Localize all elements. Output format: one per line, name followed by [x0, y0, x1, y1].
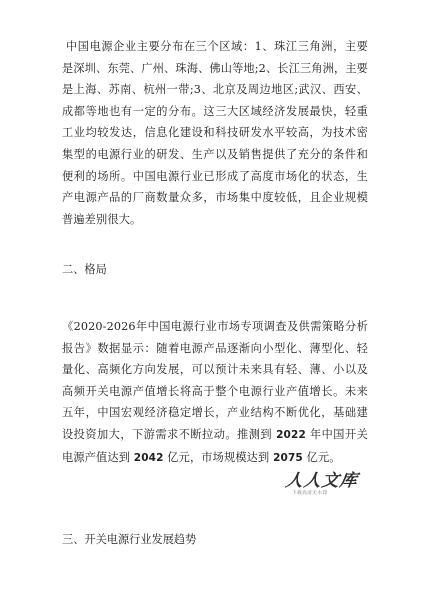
distribution-paragraph: 中国电源企业主要分布在三个区域：1、珠江三角洲，主要是深圳、东莞、广州、珠海、佛山等地;2、长江三角洲，主要是上海、苏南、杭州一带;3、北京及周边地区;武汉、西安、成都等地也有一定的分布。这三大区域经济发展最快，轻重工业均较发达，信息化建设和科技研发水平较高，为技术密集型的电源行业的研发、生产以及销售提供了充分的条件和便利的场所。中国电源行业已形成了高度市场化的状态，生产电源产品的厂商数量众多，市场集中度较低，且企业规模普遍差别很大。 — [62, 40, 368, 226]
report-paragraph — [62, 316, 368, 469]
report-middle: 年中国开关电源产值达到 — [62, 427, 368, 464]
report-title: 《2020-2026年中国电源行业市场专项调查及供需策略分析报告》 — [62, 320, 368, 355]
watermark-title: 人人文库 — [284, 471, 360, 491]
report-body: 数据显示：随着电源产品逐渐向小型化、薄型化、轻量化、高频化方向发展，可以预计未来具有轻、薄、小以及高频开关电源产值增长将高于整个电源行业产值增长。未来五年，中国宏观经济稳定增长，产业结构不断优化，基础建设投资加大，下游需求不断拉动。推测到 — [62, 341, 368, 441]
section-heading-trends: 三、开关电源行业发展趋势 — [62, 533, 197, 546]
watermark-subtitle: 下载高清无水印 — [292, 491, 328, 496]
report-middle-2: 亿元，市场规模达到 — [167, 450, 270, 464]
report-unit-end: 亿元。 — [306, 450, 341, 464]
output-value: 2042 — [133, 451, 164, 464]
forecast-year: 2022 — [276, 428, 306, 441]
section-heading-layout: 二、格局 — [62, 263, 107, 276]
market-size-value: 2075 — [273, 451, 303, 464]
watermark-logo — [282, 466, 360, 506]
